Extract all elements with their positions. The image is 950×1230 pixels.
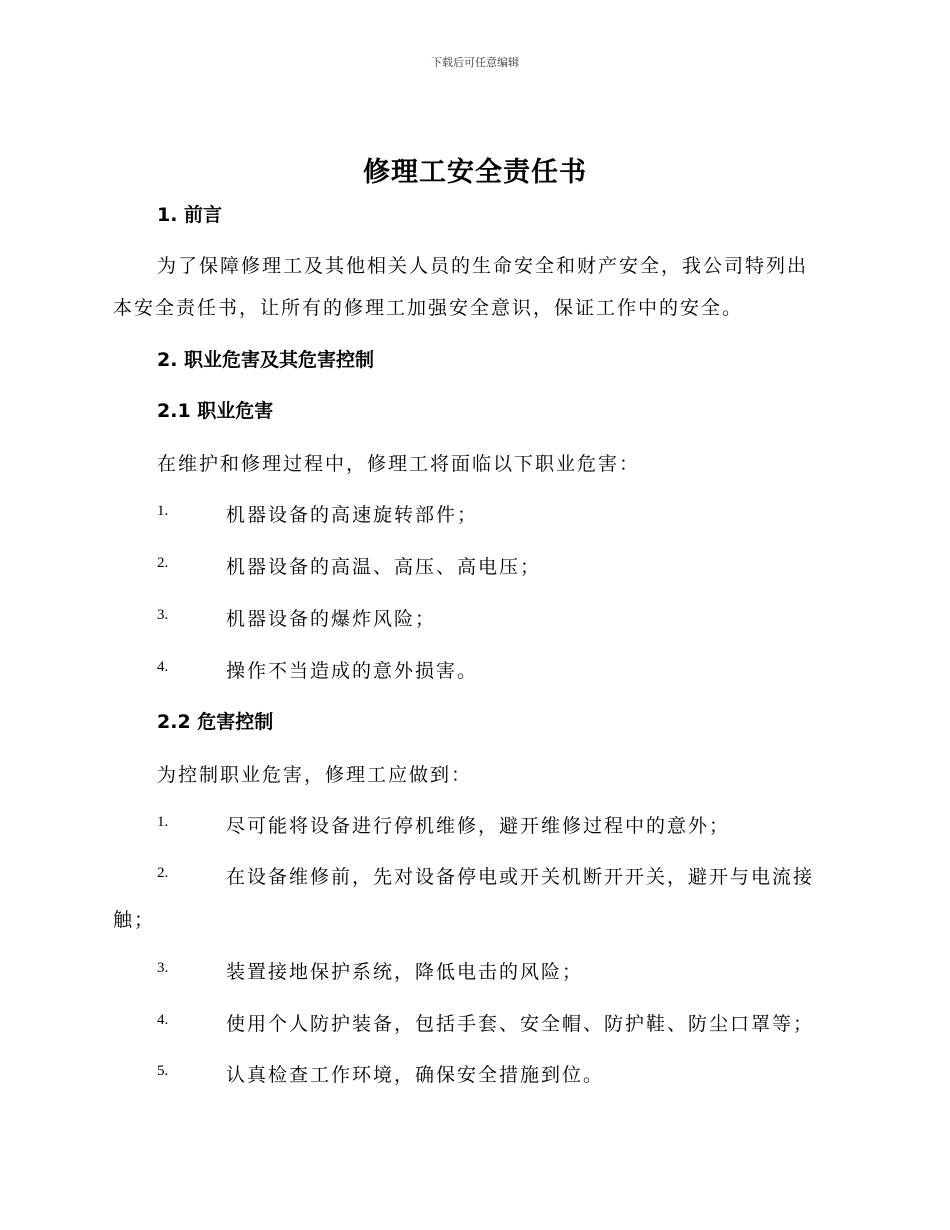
list-text: 在设备维修前，先对设备停电或开关机断开开关，避开与电流接 xyxy=(226,866,815,888)
list-number: 3. xyxy=(157,960,169,976)
list-number: 1. xyxy=(157,814,169,830)
list-text: 认真检查工作环境，确保安全措施到位。 xyxy=(226,1064,605,1086)
section-2-1-intro: 在维护和修理过程中，修理工将面临以下职业危害： xyxy=(157,453,641,475)
list-text: 机器设备的高速旋转部件； xyxy=(226,504,479,526)
list-text: 机器设备的爆炸风险； xyxy=(226,608,437,630)
header-note: 下载后可任意编辑 xyxy=(431,56,519,69)
list-text: 尽可能将设备进行停机维修，避开维修过程中的意外； xyxy=(226,815,731,837)
section-2-heading: 2. 职业危害及其危害控制 xyxy=(157,349,375,371)
list-number: 5. xyxy=(157,1063,169,1079)
section-2-2-intro: 为控制职业危害，修理工应做到： xyxy=(157,764,473,786)
section-2-2-heading: 2.2 危害控制 xyxy=(157,711,274,733)
list-text: 使用个人防护装备，包括手套、安全帽、防护鞋、防尘口罩等； xyxy=(226,1013,815,1035)
list-number: 4. xyxy=(157,1012,169,1028)
list-text: 机器设备的高温、高压、高电压； xyxy=(226,556,542,578)
document-title: 修理工安全责任书 xyxy=(363,157,587,188)
list-text-continuation: 触； xyxy=(113,909,156,931)
list-number: 2. xyxy=(157,865,169,881)
list-number: 2. xyxy=(157,555,169,571)
list-text: 装置接地保护系统，降低电击的风险； xyxy=(226,961,584,983)
list-number: 1. xyxy=(157,503,169,519)
section-2-1-heading: 2.1 职业危害 xyxy=(157,400,274,422)
section-1-paragraph-line-2: 本安全责任书，让所有的修理工加强安全意识，保证工作中的安全。 xyxy=(113,297,744,319)
list-number: 4. xyxy=(157,659,169,675)
section-1-paragraph-line-1: 为了保障修理工及其他相关人员的生命安全和财产安全，我公司特列出 xyxy=(157,255,809,277)
section-1-heading: 1. 前言 xyxy=(157,204,223,226)
list-number: 3. xyxy=(157,607,169,623)
list-text: 操作不当造成的意外损害。 xyxy=(226,660,479,682)
